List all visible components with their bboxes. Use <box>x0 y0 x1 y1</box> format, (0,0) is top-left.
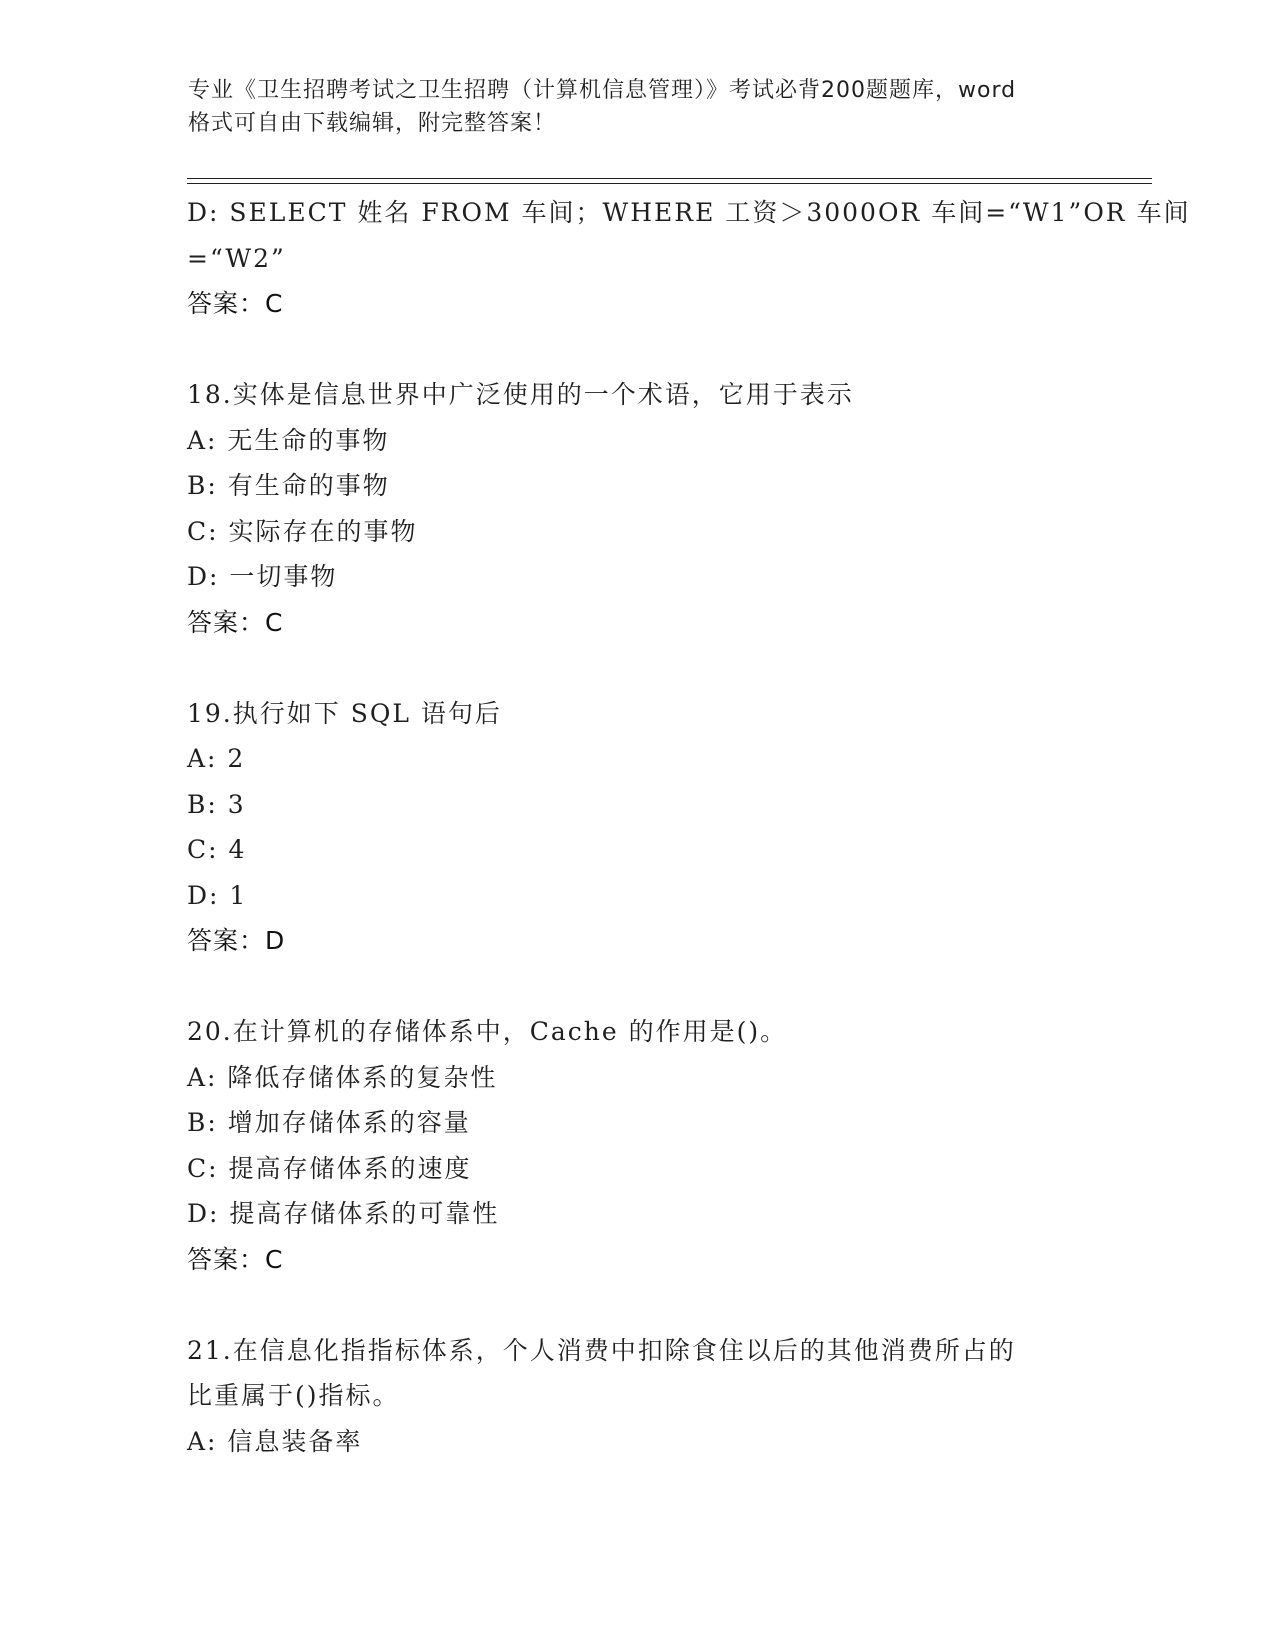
answer-line: 答案：D <box>187 926 286 955</box>
option-a: A: 降低存储体系的复杂性 <box>187 1062 498 1092</box>
question-text: 18.实体是信息世界中广泛使用的一个术语，它用于表示 <box>187 380 854 409</box>
option-d: D: 提高存储体系的可靠性 <box>187 1199 500 1228</box>
question-spacer <box>187 645 1087 691</box>
option-d: D: 1 <box>187 880 248 910</box>
answer-line: 答案：C <box>187 289 284 318</box>
option-b: B: 增加存储体系的容量 <box>187 1108 471 1137</box>
option-d: D: SELECT 姓名 FROM 车间；WHERE 工资＞3000OR 车间=“W1”OR 车间 <box>187 198 1191 227</box>
question-17 <box>187 190 1191 327</box>
option-d-continued: =“W2” <box>187 243 286 273</box>
document-header <box>188 74 1088 140</box>
question-text-continued: 比重属于()指标。 <box>187 1381 400 1410</box>
question-spacer <box>187 327 1087 373</box>
option-c: C: 提高存储体系的速度 <box>187 1153 472 1183</box>
question-text: 21.在信息化指指标体系，个人消费中扣除食住以后的其他消费所占的 <box>187 1335 1016 1365</box>
option-a: A: 无生命的事物 <box>187 425 390 455</box>
header-rule-top <box>187 178 1152 179</box>
question-21 <box>187 1328 1087 1465</box>
question-text: 19.执行如下 SQL 语句后 <box>187 698 502 728</box>
question-spacer <box>187 964 1087 1010</box>
option-c: C: 实际存在的事物 <box>187 516 418 546</box>
question-19 <box>187 691 1087 964</box>
option-a: A: 2 <box>187 744 246 773</box>
header-line-1: 专业《卫生招聘考试之卫生招聘（计算机信息管理）》考试必背200题题库，word <box>188 78 1017 103</box>
option-b: B: 3 <box>187 789 246 819</box>
header-rule-bottom <box>187 183 1152 184</box>
option-d: D: 一切事物 <box>187 562 338 591</box>
option-a: A: 信息装备率 <box>187 1426 363 1456</box>
option-b: B: 有生命的事物 <box>187 471 390 500</box>
question-20 <box>187 1009 1087 1282</box>
header-line-2: 格式可自由下载编辑，附完整答案！ <box>188 111 557 136</box>
question-spacer <box>187 1282 1087 1328</box>
question-18 <box>187 372 1087 645</box>
question-text: 20.在计算机的存储体系中，Cache 的作用是()。 <box>187 1017 788 1046</box>
question-list <box>187 190 1191 1464</box>
option-c: C: 4 <box>187 835 247 864</box>
answer-line: 答案：C <box>187 607 284 637</box>
answer-line: 答案：C <box>187 1244 284 1274</box>
